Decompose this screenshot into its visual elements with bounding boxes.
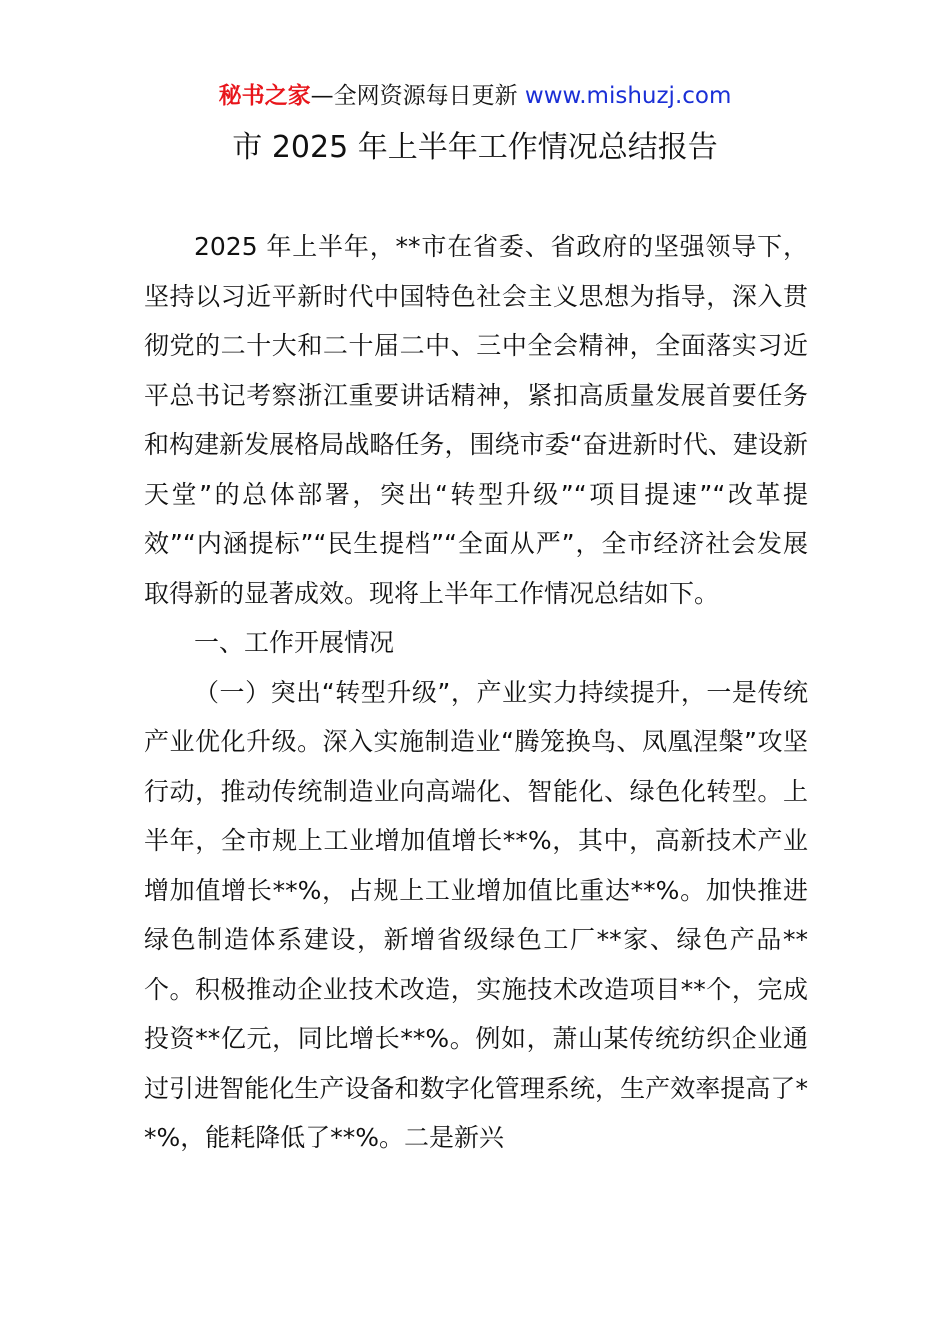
site-tagline: —全网资源每日更新 <box>310 83 518 109</box>
section-heading: 一、工作开展情况 <box>194 628 395 657</box>
document-body <box>144 222 808 1163</box>
site-header <box>0 80 950 112</box>
site-url-link[interactable]: www.mishuzj.com <box>524 83 732 109</box>
site-brand: 秘书之家 <box>218 83 311 109</box>
paragraph-section-1: （一）突出“转型升级”，产业实力持续提升，一是传统产业优化升级。深入实施制造业“腾笼换鸟、凤凰涅槃”攻坚行动，推动传统制造业向高端化、智能化、绿色化转型。上半年，全市规上工业增加值增长**%，其中，高新技术产业增加值增长**%，占规上工业增加值比重达**%。加快推进绿色制造体系建设，新增省级绿色工厂**家、绿色产品**个。积极推动企业技术改造，实施技术改造项目**个，完成投资**亿元，同比增长**%。例如，萧山某传统纺织企业通过引进智能化生产设备和数字化管理系统，生产效率提高了**%，能耗降低了**%。二是新兴 <box>144 677 808 1152</box>
document-title: 市 2025 年上半年工作情况总结报告 <box>232 130 718 165</box>
paragraph-intro: 2025 年上半年，**市在省委、省政府的坚强领导下，坚持以习近平新时代中国特色社会主义思想为指导，深入贯彻党的二十大和二十届二中、三中全会精神，全面落实习近平总书记考察浙江重要讲话精神，紧扣高质量发展首要任务和构建新发展格局战略任务，围绕市委“奋进新时代、建设新天堂”的总体部署，突出“转型升级”“项目提速”“改革提效”“内涵提标”“民生提档”“全面从严”，全市经济社会发展取得新的显著成效。现将上半年工作情况总结如下。 <box>144 232 808 608</box>
